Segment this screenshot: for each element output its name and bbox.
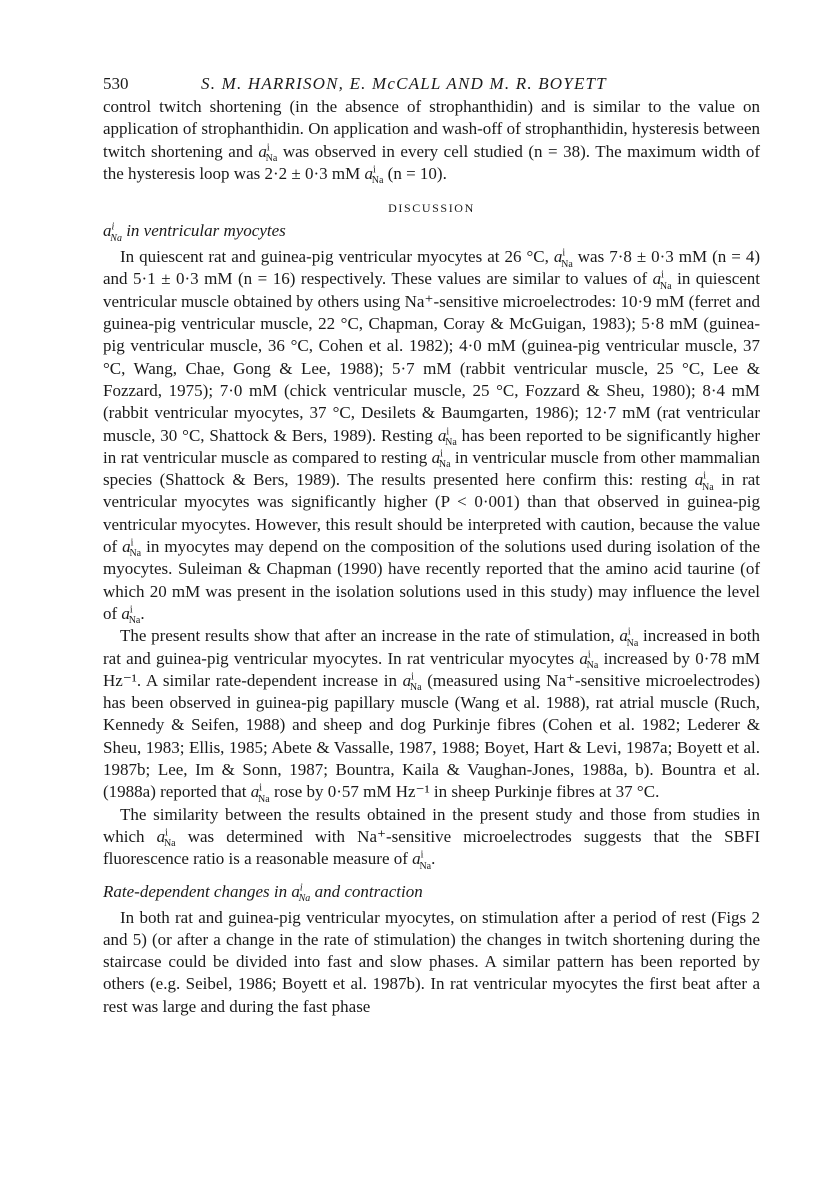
symbol-letter: a [156,826,166,846]
text-run: has been reported to be significantly higher in rat ventricular muscle as compared to resting [103,425,761,467]
sodium-activity-symbol [258,141,278,164]
sodium-activity-symbol [694,470,714,493]
sodium-activity-symbol [122,537,142,560]
symbol-subscript: Na [128,615,141,627]
symbol-subscript: Na [419,860,432,872]
symbol-letter: a [364,163,373,183]
symbol-superscript: i [165,827,168,839]
text-run: was observed in every cell studied (n = 38). The maximum width of the hysteresis loop was 2·2 ± 0·3 mM [103,141,761,183]
sodium-activity-symbol [156,826,176,850]
sodium-activity-symbol [250,782,270,805]
symbol-superscript: i [299,881,303,893]
subheading-text: and contraction [314,881,423,901]
sodium-activity-symbol [619,626,639,649]
symbol-superscript: i [266,141,270,153]
symbol-subscript: Na [265,152,278,164]
sodium-activity-symbol [291,881,311,904]
symbol-superscript: i [420,849,424,861]
text-run: control twitch shortening (in the absence of strophanthidin) and is similar to the value on application of strophanthidin. On application and wash-off of strophanthidin, hysteresis between twitch shortening and [103,97,760,161]
paragraph-results-end [103,96,760,185]
paragraph-staircase-phases [103,907,760,1018]
text-run: increased in both rat and guinea-pig ventricular myocytes. In rat ventricular myocytes [103,626,761,668]
symbol-letter: a [122,537,131,557]
subheading-text: Rate-dependent changes in [103,881,288,901]
symbol-superscript: i [440,448,443,460]
text-run: (measured using Na⁺-sensitive microelectrodes) has been observed in guinea-pig papillary muscle (Wang et al. 1988), rat atrial muscle (Ruch, Kennedy & Seifen, 1988) and sheep and dog Purkinje fibres (Cohen et al. 1982; Lederer & Sheu, 1983; Ellis, 1985; Abete & Vassalle, 1987, 1988; Boyet, Hart & Levi, 1987a; Boyett et al. 1987b; Lee, Im & Sonn, 1987; Bountra, Kaila & Vaughan-Jones, 1988a, b). Bountra et al. (1988a) reported that [103,670,760,802]
symbol-letter: a [652,269,662,289]
text-run: The similarity between the results obtained in the present study and those from studies in which [103,804,760,846]
symbol-subscript: Na [110,232,122,244]
symbol-letter: a [103,221,112,241]
symbol-subscript: Na [258,793,270,805]
symbol-letter: a [258,141,267,161]
symbol-superscript: i [703,470,707,482]
text-run: in quiescent ventricular muscle obtained by others using Na⁺-sensitive microelectrodes: 10·9 mM (ferret and guinea-pig ventricular muscle, 22 °C, Chapman, Coray & McGuigan, 1983); 5·8 mM (guinea-pig ventricular muscle, 36 °C, Cohen et al. 1982); 4·0 mM (guinea-pig ventricular muscle, 37 °C, Wang, Chae, Gong & Lee, 1988); 5·7 mM (rabbit ventricular muscle, 25 °C, Lee & Fozzard, 1975); 7·0 mM (chick ventricular muscle, 25 °C, Fozzard & Sheu, 1980); 8·4 mM (rabbit ventricular myocytes, 37 °C, Desilets & Baumgarten, 1986); 12·7 mM (rat ventricular muscle, 30 °C, Shattock & Bers, 1989). Resting [103,269,761,445]
symbol-superscript: i [111,221,115,233]
sodium-activity-symbol [412,849,432,872]
symbol-letter: a [619,626,628,646]
symbol-subscript: Na [371,175,384,187]
subheading-rate-dependent-changes [103,881,760,903]
running-title: S. M. HARRISON, E. McCALL AND M. R. BOYETT [201,74,607,93]
symbol-subscript: Na [702,481,714,493]
symbol-superscript: i [411,671,414,683]
sodium-activity-symbol [553,247,573,270]
text-run: was 7·8 ± 0·3 mM (n = 4) and 5·1 ± 0·3 mM (n = 16) respectively. These values are similar to values of [103,247,760,289]
symbol-superscript: i [587,648,591,660]
symbol-letter: a [402,670,412,690]
text-run: in ventricular muscle from other mammalian species (Shattock & Bers, 1989). The results presented here confirm this: resting [103,447,761,490]
text-run: In both rat and guinea-pig ventricular myocytes, on stimulation after a period of rest (Figs 2 and 5) (or after a change in the rate of stimulation) the changes in twitch shortening during the staircase could be divided into fast and slow phases. A similar pattern has been reported by others (e.g. Seibel, 1986; Boyett et al. 1987b). In rat ventricular myocytes the first beat after a rest was large and during the fast phase [103,907,760,1016]
text-run: was determined with Na⁺-sensitive microelectrodes suggests that the SBFI fluorescence ratio is a reasonable measure of [103,826,761,869]
symbol-subscript: Na [409,682,422,694]
symbol-subscript: Na [626,637,639,649]
symbol-subscript: Na [163,838,176,850]
text-run: in rat ventricular myocytes was significantly higher (P < 0·001) than that observed in guinea-pig ventricular myocytes. However, this result should be interpreted with caution, because the value of [103,470,760,557]
text-run: rose by 0·57 mM Hz⁻¹ in sheep Purkinje fibres at 37 °C. [273,782,660,802]
symbol-subscript: Na [659,280,672,292]
symbol-superscript: i [372,164,376,176]
symbol-superscript: i [627,626,631,638]
running-header [103,70,760,96]
symbol-letter: a [121,603,130,623]
symbol-letter: a [250,782,260,802]
symbol-letter: a [291,881,300,901]
sodium-activity-symbol [364,163,384,187]
section-heading-discussion: DISCUSSION [388,201,475,216]
sodium-activity-symbol [652,269,672,292]
text-run: in myocytes may depend on the composition of the solutions used during isolation of the myocytes. Suleiman & Chapman (1990) have recently reported that the amino acid taurine (of which 20 mM was present in the isolation solutions used in this study) may influence the level of [103,537,761,623]
text-run: increased by 0·78 mM Hz⁻¹. A similar rate-dependent increase in [103,648,761,690]
paragraph-quiescent-ana [103,246,760,625]
text-run: The present results show that after an increase in the rate of stimulation, [120,626,615,646]
symbol-letter: a [694,470,704,490]
sodium-activity-symbol [121,603,141,627]
page-number: 530 [103,74,129,93]
subheading-text: in ventricular myocytes [126,221,286,241]
symbol-subscript: Na [129,548,142,560]
symbol-superscript: i [129,604,133,616]
symbol-subscript: Na [438,459,451,471]
sodium-activity-symbol [103,221,122,244]
symbol-superscript: i [130,537,134,549]
text-run: (n = 10). [387,163,447,183]
sodium-activity-symbol [402,670,422,694]
journal-page [103,70,760,1018]
symbol-superscript: i [259,782,263,794]
symbol-letter: a [412,849,421,869]
sodium-activity-symbol [579,648,599,671]
symbol-subscript: Na [586,659,599,671]
symbol-subscript: Na [298,892,311,904]
symbol-subscript: Na [561,258,573,270]
symbol-letter: a [437,425,447,445]
paragraph-sbfi-similarity [103,804,760,871]
symbol-letter: a [431,447,441,467]
text-run: In quiescent rat and guinea-pig ventricular myocytes at 26 °C, [120,247,549,267]
sodium-activity-symbol [437,425,457,448]
symbol-superscript: i [446,425,450,437]
symbol-letter: a [553,247,563,267]
symbol-superscript: i [562,247,566,259]
text-run: . [431,849,436,869]
text-run: . [140,603,145,623]
paragraph-rate-increase [103,625,760,803]
subheading-ana-in-ventricular-myocytes [103,220,760,242]
sodium-activity-symbol [431,447,451,471]
symbol-letter: a [579,648,588,668]
symbol-subscript: Na [445,436,457,448]
symbol-superscript: i [661,269,664,281]
